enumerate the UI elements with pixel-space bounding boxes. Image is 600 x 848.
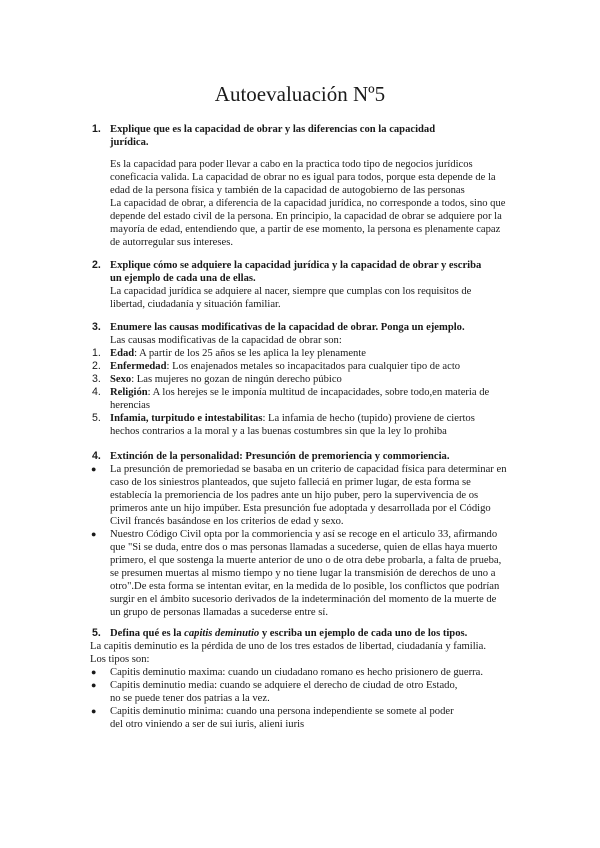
list-item-continuation: del otro viniendo a ser de sui iuris, alieni iuris: [110, 719, 305, 730]
bullet-icon: ●: [91, 667, 97, 677]
answer-line: que "Si se duda, entre dos o mas personas llamadas a sucederse, quien de ellas haya muerto: [110, 542, 498, 553]
list-item-continuation: no se puede tener dos patrias a la vez.: [110, 693, 270, 704]
answer-line: de autorregular sus intereses.: [110, 237, 233, 248]
answer-line: La capitis deminutio es la pérdida de uno de los tres estados de libertad, ciudadanía y familia.: [90, 641, 486, 652]
answer-line: se presumen muertas al mismo tiempo y no tiene lugar la transmisión de derechos de uno a: [110, 568, 496, 579]
question-heading: Extinción de la personalidad: Presunción de premoriencia y commoriencia.: [110, 451, 450, 462]
answer-intro: Las causas modificativas de la capacidad de obrar son:: [110, 335, 342, 346]
answer-line: caso de los siniestros planteados, que sujeto falleciá en primer lugar, de esta forma se: [110, 477, 471, 488]
list-term: Enfermedad: [110, 361, 167, 372]
question-heading: Enumere las causas modificativas de la capacidad de obrar. Ponga un ejemplo.: [110, 322, 465, 333]
answer-line: La capacidad jurídica se adquiere al nacer, siempre que cumplas con los requisitos de: [110, 286, 472, 297]
question-heading-line: Explique cómo se adquiere la capacidad jurídica y la capacidad de obrar y escriba: [110, 260, 482, 271]
answer-line: La presunción de premoriedad se basaba en un criterio de capacidad física para determinar en: [110, 464, 507, 475]
list-number: 5.: [92, 412, 101, 424]
list-number: 1.: [92, 347, 101, 359]
list-item: [110, 412, 475, 425]
answer-line: mayoría de edad, entendiendo que, a partir de ese momento, la persona es plenamente capaz: [110, 224, 501, 235]
question-heading: [110, 627, 467, 640]
list-number: 3.: [92, 373, 101, 385]
heading-text: y escriba un ejemplo de cada uno de los tipos.: [259, 628, 468, 639]
heading-text: Defina qué es la: [110, 628, 185, 639]
bullet-icon: ●: [91, 464, 97, 474]
answer-line: libertad, ciudadanía y situación familiar.: [110, 299, 281, 310]
question-heading-line: jurídica.: [110, 137, 149, 148]
list-text: : Las mujeres no gozan de ningún derecho púbico: [131, 374, 342, 385]
bullet-icon: ●: [91, 529, 97, 539]
list-term: Religión: [110, 387, 148, 398]
answer-line: Nuestro Código Civil opta por la commoriencia y así se recoge en el articulo 33, afirmando: [110, 529, 498, 540]
list-number: 4.: [92, 386, 101, 398]
list-item: [110, 360, 460, 373]
answer-line: otro".De esta forma se intentan evitar, en la medida de lo posible, los conflictos que podrían: [110, 581, 500, 592]
answer-line: Es la capacidad para poder llevar a cabo en la practica todo tipo de negocios jurídicos: [110, 159, 473, 170]
list-item: [110, 373, 342, 386]
question-number: 1.: [92, 123, 101, 135]
list-item: Capitis deminutio minima: cuando una persona independiente se somete al poder: [110, 706, 454, 717]
list-item: Capitis deminutio maxima: cuando un ciudadano romano es hecho prisionero de guerra.: [110, 667, 484, 678]
list-text: : La infamia de hecho (tupido) proviene de ciertos: [262, 413, 475, 424]
question-number: 2.: [92, 259, 101, 271]
list-text: : A partir de los 25 años se les aplica la ley plenamente: [134, 348, 366, 359]
list-number: 2.: [92, 360, 101, 372]
list-item-continuation: hechos contrarios a la moral y a las buenas costumbres sin que la ley lo prohiba: [110, 426, 447, 437]
list-item: Capitis deminutio media: cuando se adquiere el derecho de ciudad de otro Estado,: [110, 680, 458, 691]
answer-line: La capacidad de obrar, a diferencia de la capacidad jurídica, no corresponde a todos, sino que: [110, 198, 506, 209]
question-number: 3.: [92, 321, 101, 333]
bullet-icon: ●: [91, 706, 97, 716]
list-item-continuation: herencias: [110, 400, 150, 411]
answer-line: depende del estado civil de la persona. En principio, la capacidad de obrar se adquiere por la: [110, 211, 502, 222]
bullet-icon: ●: [91, 680, 97, 690]
page-title: Autoevaluación Nº5: [214, 82, 386, 106]
list-text: : Los enajenados metales so incapacitados para cualquier tipo de acto: [166, 361, 461, 372]
answer-line: primeros ante un hijo impúber. Esta presunción fue adoptada y desarrollada por el Código: [110, 503, 491, 514]
list-item: [110, 386, 489, 399]
list-term: Infamia, turpitudo e intestabilitas: [110, 413, 263, 424]
question-heading-line: un ejemplo de cada una de ellas.: [110, 273, 256, 284]
list-term: Edad: [110, 348, 135, 359]
question-heading-line: Explique que es la capacidad de obrar y las diferencias con la capacidad: [110, 124, 436, 135]
answer-line: establecía la premoriencia de los padres ante un hijo puber, pero la supervivencia de os: [110, 490, 479, 501]
heading-term: capitis deminutio: [184, 628, 260, 639]
list-text: : A los herejes se le imponía multitud de incapacidades, sobre todo,en materia de: [147, 387, 490, 398]
list-term: Sexo: [110, 374, 132, 385]
answer-line: un grupo de personas llamadas a sucederse entre sí.: [110, 607, 328, 618]
answer-line: primero, el que sostenga la muerte anterior de uno o de otra debe probarla, a falta de prueba,: [110, 555, 502, 566]
list-item: [110, 347, 366, 360]
question-number: 5.: [92, 627, 101, 639]
answer-line: surgir en el ámbito sucesorio derivados de la indeterminación del momento de la muerte de: [110, 594, 497, 605]
question-number: 4.: [92, 450, 101, 462]
answer-line: Los tipos son:: [90, 654, 150, 665]
answer-line: Civil francés basándose en los criterios de edad y sexo.: [110, 516, 344, 527]
answer-line: edad de la persona física y también de la capacidad de autogobierno de las personas: [110, 185, 465, 196]
answer-line: coneficacia valida. La capacidad de obrar no es igual para todos, porque esta depende de la: [110, 172, 496, 183]
